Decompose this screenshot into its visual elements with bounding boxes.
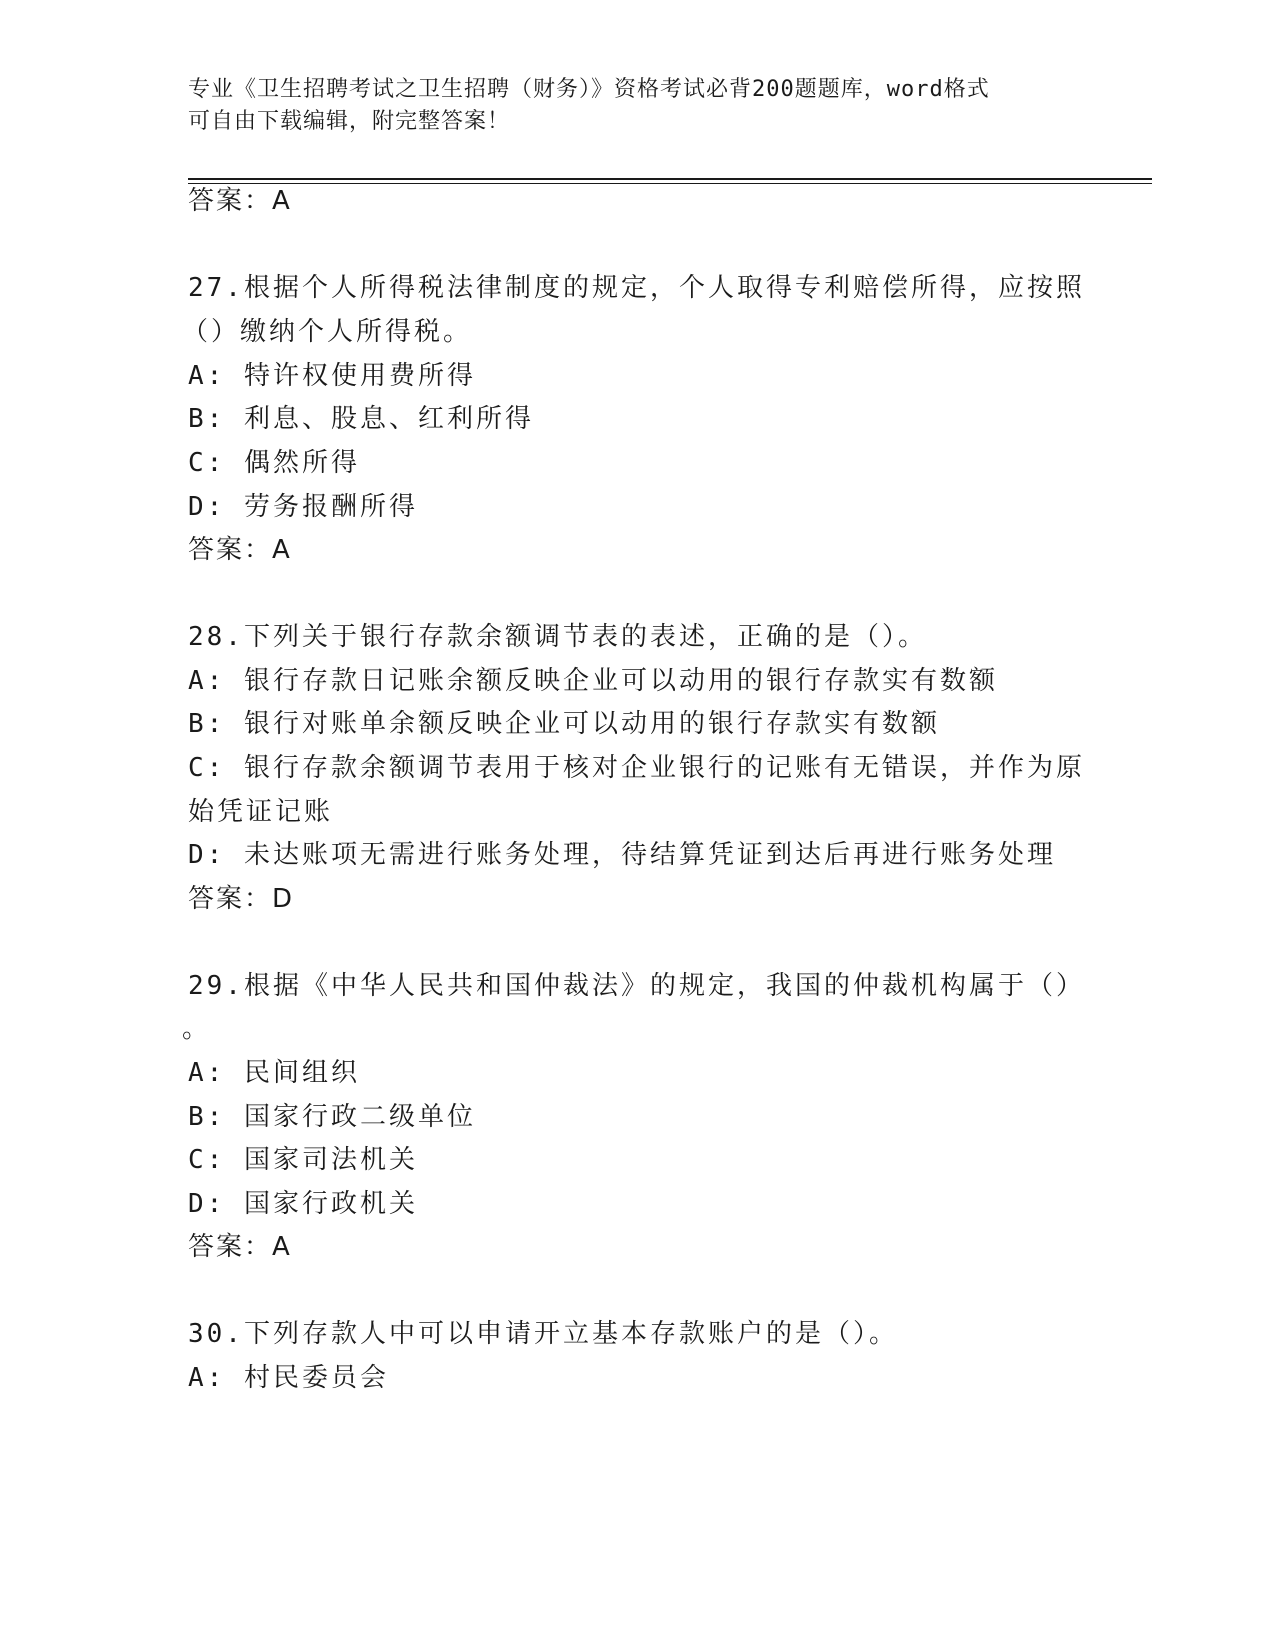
question-28-option-c-cont: 始凭证记账 [188,797,334,827]
question-number: 27. [188,273,244,303]
question-30-option-a: A: 村民委员会 [188,1363,389,1393]
question-28-stem [188,620,927,654]
question-28-option-d: D: 未达账项无需进行账务处理，待结算凭证到达后再进行账务处理 [188,840,1056,870]
question-number: 30. [188,1319,244,1349]
question-27-answer: 答案：A [188,535,292,565]
question-27-option-d: D: 劳务报酬所得 [188,492,418,522]
question-29-option-d: D: 国家行政机关 [188,1189,418,1219]
header-line-1: 专业《卫生招聘考试之卫生招聘（财务）》资格考试必背200题题库，word格式 [188,77,990,102]
question-stem-text: 根据个人所得税法律制度的规定，个人取得专利赔偿所得，应按照 [243,273,1085,303]
header-line-2: 可自由下载编辑，附完整答案！ [188,109,511,134]
question-stem-text: 下列关于银行存款余额调节表的表述，正确的是（）。 [243,622,927,652]
header-divider-thin [188,183,1152,184]
question-number: 28. [188,622,244,652]
question-stem-text: 下列存款人中可以申请开立基本存款账户的是（）。 [243,1319,898,1349]
question-28-option-a: A: 银行存款日记账余额反映企业可以动用的银行存款实有数额 [188,666,998,696]
question-27-option-c: C: 偶然所得 [188,448,360,478]
previous-answer: 答案：A [188,186,292,216]
question-stem-text: 根据《中华人民共和国仲裁法》的规定，我国的仲裁机构属于（） [243,971,1085,1001]
question-27-option-a: A: 特许权使用费所得 [188,361,476,391]
question-27-stem-cont: （）缴纳个人所得税。 [182,317,473,347]
question-29-stem [188,969,1085,1003]
question-28-option-c: C: 银行存款余额调节表用于核对企业银行的记账有无错误，并作为原 [188,753,1085,783]
question-30-stem [188,1317,898,1351]
question-29-stem-cont: 。 [182,1014,212,1044]
header-divider-thick [188,178,1152,180]
question-28-answer: 答案：D [188,884,295,914]
question-29-option-c: C: 国家司法机关 [188,1145,418,1175]
question-27-option-b: B: 利息、股息、红利所得 [188,404,534,434]
question-27-stem [188,271,1085,305]
question-29-answer: 答案：A [188,1232,292,1262]
document-header [188,74,1088,138]
question-number: 29. [188,971,244,1001]
question-29-option-b: B: 国家行政二级单位 [188,1102,476,1132]
question-28-option-b: B: 银行对账单余额反映企业可以动用的银行存款实有数额 [188,709,940,739]
question-29-option-a: A: 民间组织 [188,1058,360,1088]
